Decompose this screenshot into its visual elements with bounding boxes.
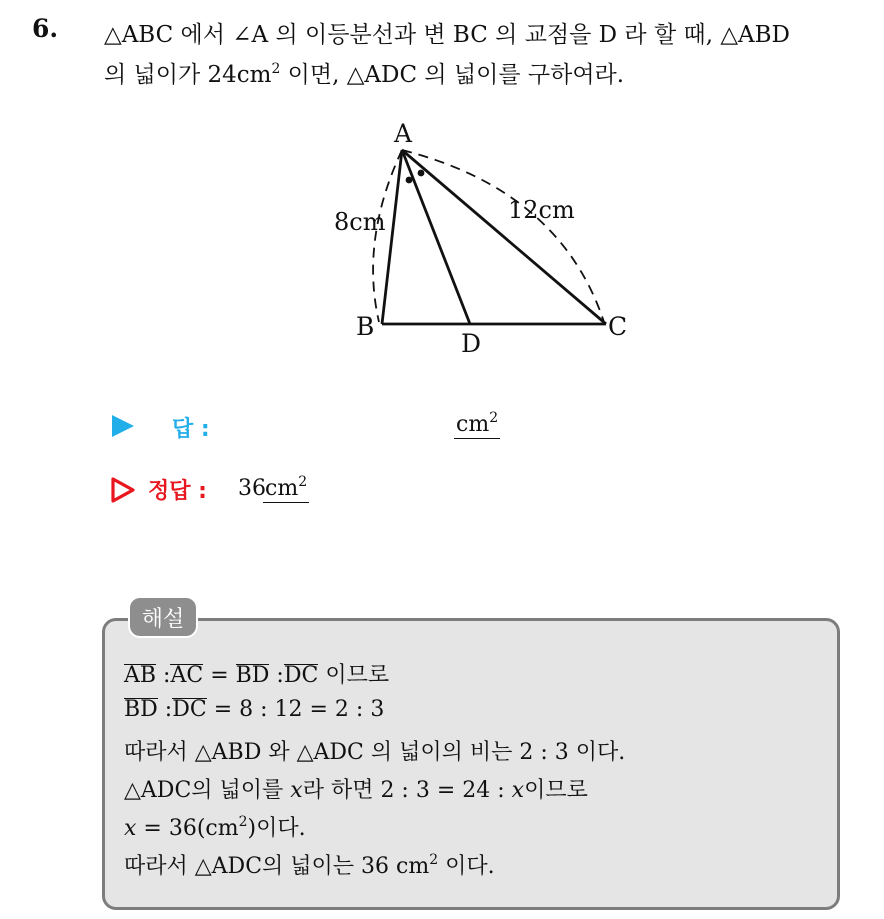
segment-ab: AB xyxy=(124,663,157,688)
correct-answer-label: 정답 : xyxy=(148,479,207,504)
solution-line-4-pre: △ADC의 넓이를 xyxy=(124,778,291,803)
solution-line-1 xyxy=(124,658,389,689)
segment-dc: DC xyxy=(172,697,207,722)
correct-answer-row xyxy=(110,472,610,508)
play-arrow-icon xyxy=(110,414,136,438)
side-label-ac: 12cm xyxy=(508,196,575,224)
question-text-line2-post: 이면, △ADC 의 넓이를 구하여라. xyxy=(280,62,625,88)
segment-dc: DC xyxy=(283,663,319,688)
answer-blank[interactable] xyxy=(454,412,500,439)
solution-line-1-tail: 이므로 xyxy=(318,663,390,688)
solution-line-5-tail: )이다. xyxy=(247,816,306,841)
answer-row xyxy=(110,408,610,444)
segment-bd: BD xyxy=(124,697,158,722)
vertex-label-a: A xyxy=(394,119,413,148)
segment-ac: AC xyxy=(170,663,204,688)
bisector-ad xyxy=(402,150,470,324)
solution-tag: 해설 xyxy=(128,596,198,638)
correct-answer-unit-box xyxy=(263,476,309,503)
solution-line-5 xyxy=(124,811,306,842)
ratio-colon: : xyxy=(156,663,171,688)
side-ab xyxy=(382,150,402,324)
side-ac xyxy=(402,150,606,324)
vertex-label-b: B xyxy=(356,312,375,341)
vertex-label-d: D xyxy=(461,329,482,358)
solution-line-6 xyxy=(124,849,495,880)
variable-x: x xyxy=(511,778,525,803)
variable-x: x xyxy=(124,816,137,841)
variable-x: x xyxy=(290,778,303,803)
question-superscript: 2 xyxy=(271,61,281,77)
question-text-line1: △ABC 에서 ∠A 의 이등분선과 변 BC 의 교점을 D 라 할 때, △ABD xyxy=(104,22,790,48)
solution-line-4 xyxy=(124,773,588,804)
solution-line-4-mid: 라 하면 2 : 3 = 24 : xyxy=(302,778,512,803)
answer-unit-sup: 2 xyxy=(489,410,499,426)
ratio-colon: : xyxy=(157,697,173,722)
solution-line-3: 따라서 △ABD 와 △ADC 의 넓이의 비는 2 : 3 이다. xyxy=(124,740,626,765)
triangle-figure xyxy=(320,110,660,360)
ratio-colon: : xyxy=(269,663,284,688)
question-text-line2 xyxy=(104,56,624,89)
angle-mark-2 xyxy=(418,170,425,177)
equals-sign: = xyxy=(203,663,236,688)
side-label-ab: 8cm xyxy=(334,208,386,236)
correct-answer-unit: cm xyxy=(265,476,299,501)
solution-line-6-tail: 이다. xyxy=(438,854,495,879)
answer-label: 답 : xyxy=(172,417,210,442)
segment-bd: BD xyxy=(235,663,270,688)
angle-mark-1 xyxy=(406,177,413,184)
solution-line-2 xyxy=(124,697,384,722)
outline-arrow-icon xyxy=(110,476,136,504)
question-text-line2-pre: 의 넓이가 24cm xyxy=(104,62,272,88)
answer-unit: cm xyxy=(456,412,490,437)
vertex-label-c: C xyxy=(608,312,628,341)
correct-answer-unit-sup: 2 xyxy=(298,474,308,490)
solution-line-6-pre: 따라서 △ADC의 넓이는 36 cm xyxy=(124,854,430,879)
solution-line-5-sup: 2 xyxy=(238,814,248,830)
solution-line-6-sup: 2 xyxy=(429,852,439,868)
correct-answer-value: 36 xyxy=(238,476,266,501)
solution-line-4-tail: 이므로 xyxy=(524,778,588,803)
question-number: 6. xyxy=(32,14,59,43)
solution-line-5-pre: = 36(cm xyxy=(136,816,239,841)
solution-line-2-tail: = 8 : 12 = 2 : 3 xyxy=(206,697,385,722)
